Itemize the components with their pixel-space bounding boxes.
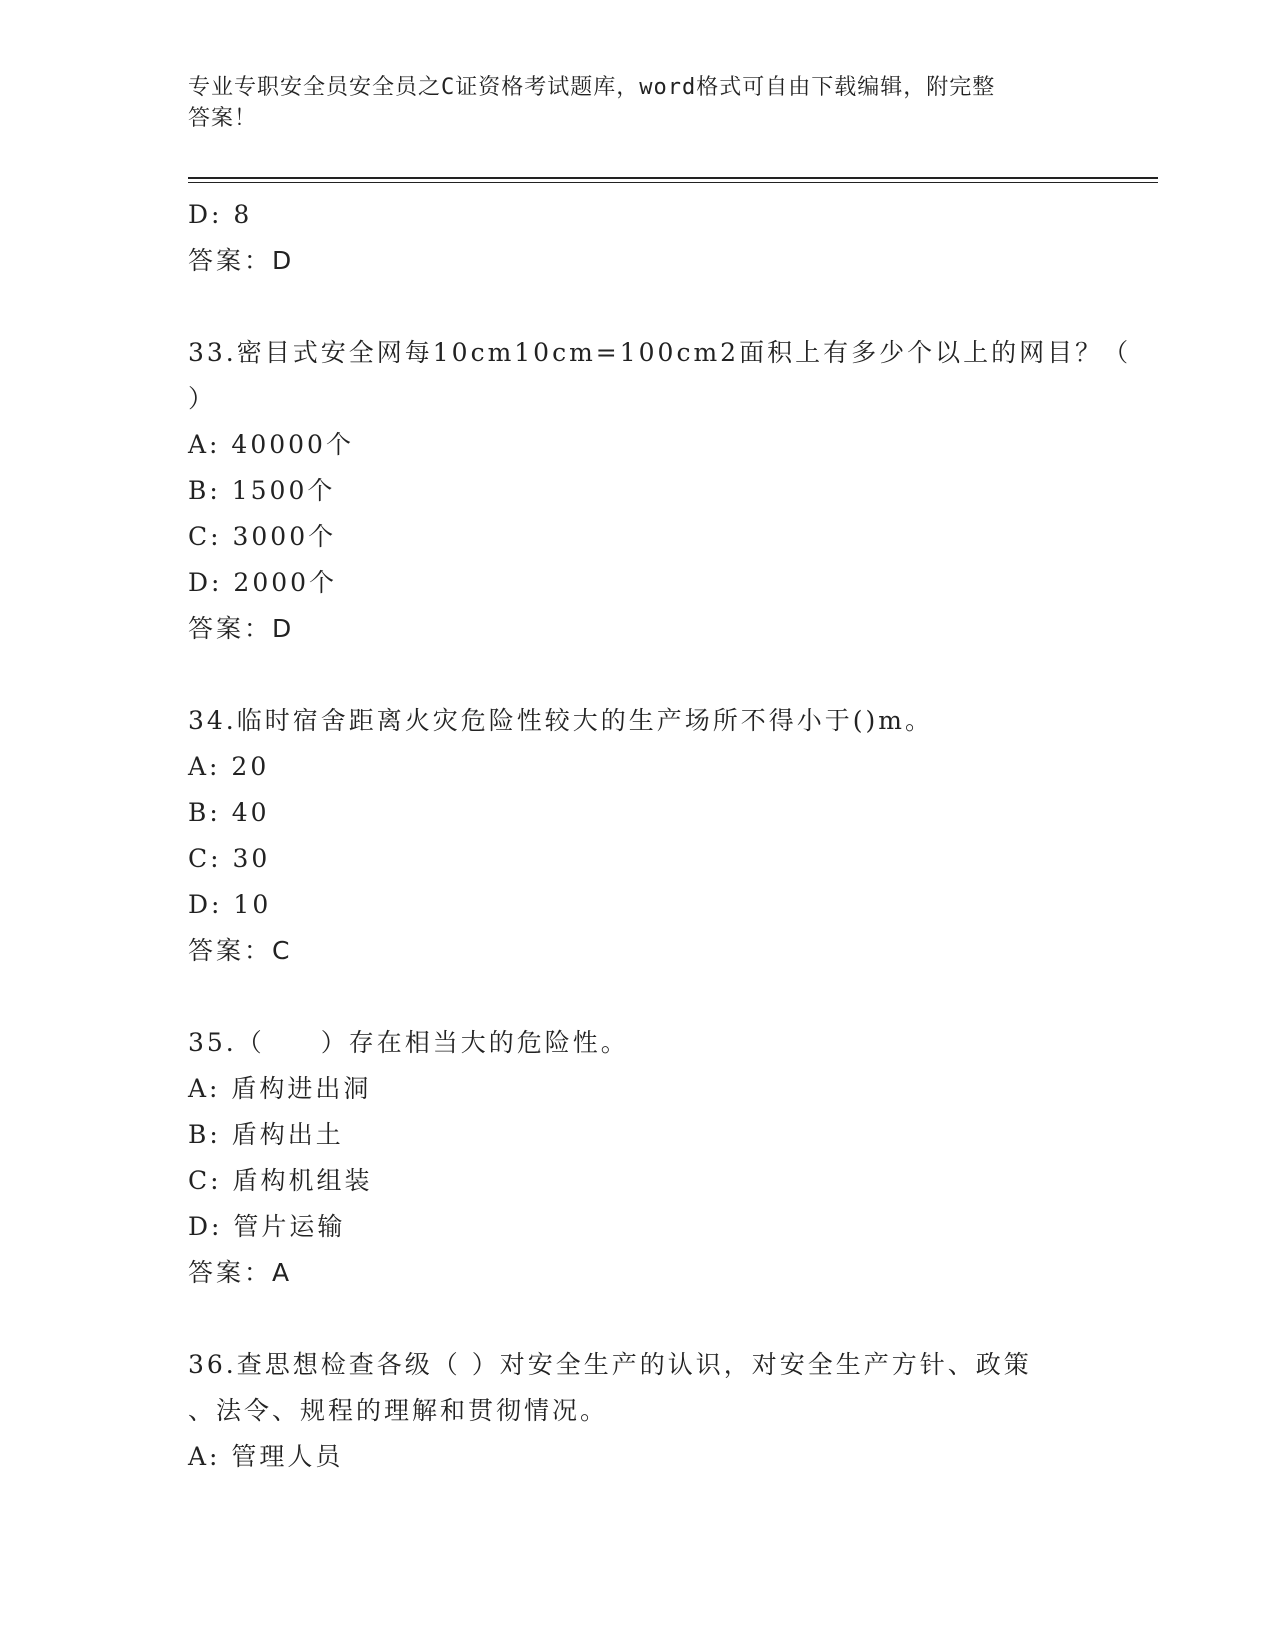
- option-c: C: 盾构机组装: [188, 1166, 373, 1195]
- option-b: B: 40: [188, 798, 270, 827]
- question-34: [188, 698, 1088, 974]
- question-title: 36.查思想检查各级（ ）对安全生产的认识，对安全生产方针、政策: [188, 1350, 1032, 1379]
- question-title-cont: ）: [188, 384, 217, 413]
- option-c: C: 30: [188, 844, 271, 873]
- option-a: A: 20: [188, 752, 270, 781]
- option-a: A: 管理人员: [188, 1442, 344, 1471]
- answer-line: 答案：C: [188, 936, 293, 965]
- header-line-2: 答案！: [188, 106, 258, 131]
- header-rule-thin: [188, 182, 1158, 183]
- option-a: A: 盾构进出洞: [188, 1074, 372, 1103]
- question-title: 34.临时宿舍距离火灾危险性较大的生产场所不得小于()m。: [188, 706, 933, 735]
- answer-line: 答案：D: [188, 246, 295, 275]
- option-c: C: 3000个: [188, 522, 337, 551]
- option-d: D: 8: [188, 200, 253, 229]
- question-36: [188, 1342, 1088, 1480]
- question-35: [188, 1020, 1088, 1296]
- option-d: D: 管片运输: [188, 1212, 346, 1241]
- option-d: D: 2000个: [188, 568, 338, 597]
- question-list: [188, 192, 1132, 1480]
- option-a: A: 40000个: [188, 430, 354, 459]
- answer-line: 答案：A: [188, 1258, 293, 1287]
- option-d: D: 10: [188, 890, 272, 919]
- answer-line: 答案：D: [188, 614, 295, 643]
- header-line-1: 专业专职安全员安全员之C证资格考试题库，word格式可自由下载编辑，附完整: [188, 75, 996, 100]
- question-33: [188, 330, 1132, 652]
- option-b: B: 盾构出土: [188, 1120, 344, 1149]
- option-b: B: 1500个: [188, 476, 336, 505]
- question-title: 35.（ ）存在相当大的危险性。: [188, 1028, 629, 1057]
- header-rule-thick: [188, 177, 1158, 179]
- document-header: [188, 72, 1088, 134]
- question-title-cont: 、法令、规程的理解和贯彻情况。: [188, 1396, 609, 1425]
- question-title: 33.密目式安全网每10cm10cm=100cm2面积上有多少个以上的网目？（: [188, 338, 1132, 367]
